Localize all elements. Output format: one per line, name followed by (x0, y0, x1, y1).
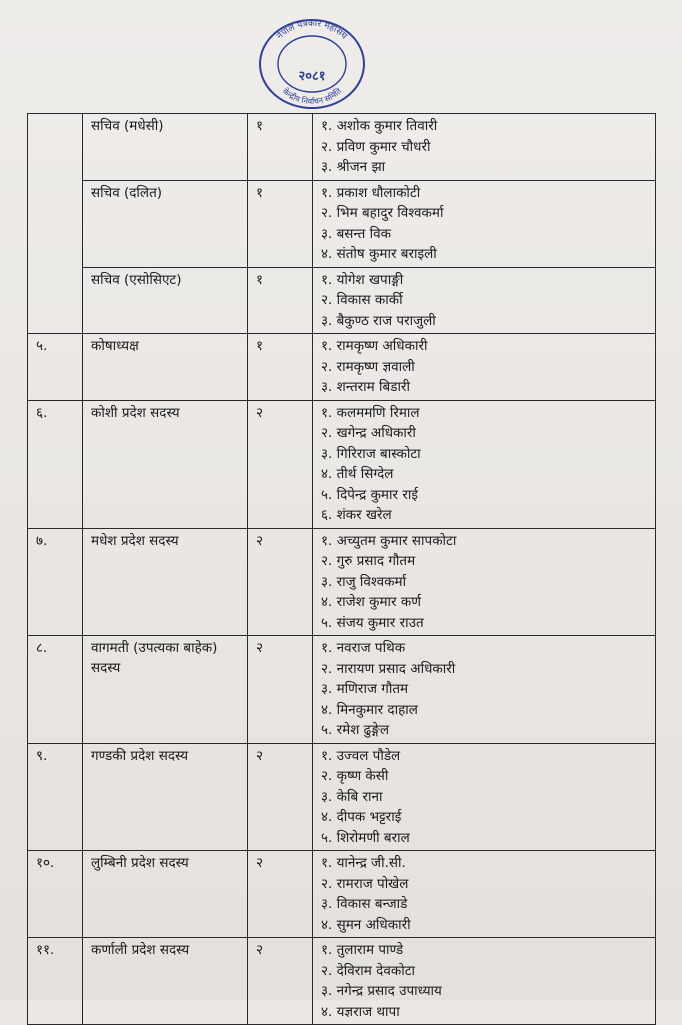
candidate-list (313, 114, 656, 181)
serial-number: ७. (28, 528, 83, 636)
candidate-name: ३. केबि राना (321, 788, 383, 805)
seal-inner-text: केन्द्रीय निर्वाचन समिति (280, 86, 344, 107)
candidate-name: १. अशोक कुमार तिवारी (321, 118, 438, 134)
candidate-name: १. नवराज पथिक (321, 640, 406, 656)
post-name (83, 851, 248, 938)
svg-text:नेपाल पत्रकार महासंघ (274, 19, 350, 42)
post-name (83, 528, 248, 636)
seal-outer-text: नेपाल पत्रकार महासंघ (275, 18, 349, 42)
candidate-name: १. कलममणि रिमाल (321, 404, 420, 421)
candidate-name: २. गुरु प्रसाद गौतम (321, 553, 416, 569)
candidate-name: ४. संतोष कुमार बराइली (321, 246, 437, 262)
candidate-name: १. यानेन्द्र जी.सी. (321, 855, 406, 871)
candidate-name: ३. मणिराज गौतम (321, 681, 409, 697)
table-row (28, 851, 656, 938)
candidate-name: ४. मिनकुमार दाहाल (321, 701, 418, 718)
seal-year: २०८१ (298, 69, 326, 84)
candidate-name: ३. बसन्त विक (321, 225, 391, 242)
table-row (28, 400, 656, 528)
post-label: कोशी प्रदेश सदस्य (91, 404, 180, 421)
candidate-name: ३. राजु विश्वकर्मा (321, 573, 407, 590)
candidate-name: ३. विकास बन्जाडे (321, 896, 408, 912)
candidate-name: २. रामराज पोखेल (321, 875, 409, 892)
serial-number: ९. (28, 743, 83, 851)
candidate-name: ५. रमेश ढुङ्गेल (321, 722, 389, 738)
seat-count: २ (248, 851, 313, 938)
table-row (28, 636, 656, 744)
seat-count: २ (248, 938, 313, 1025)
seat-count: १ (248, 334, 313, 401)
table-row (28, 267, 656, 334)
candidate-name: ६. शंकर खरेल (321, 507, 392, 523)
candidate-list (313, 400, 656, 528)
candidate-name: २. नारायण प्रसाद अधिकारी (321, 660, 456, 677)
candidate-name: २. खगेन्द्र अधिकारी (321, 425, 416, 441)
candidate-name: ४. दीपक भट्टराई (321, 809, 402, 825)
candidate-list (313, 334, 656, 401)
candidate-name: ३. नगेन्द्र प्रसाद उपाध्याय (321, 983, 442, 999)
candidate-name: ४. यज्ञराज थापा (321, 1003, 400, 1020)
seal-graphic (256, 14, 368, 110)
table-row (28, 334, 656, 401)
candidate-name: ३. श्रीजन झा (321, 159, 386, 175)
post-name (83, 636, 248, 744)
serial-number: १०. (28, 851, 83, 938)
post-label: सचिव (दलित) (91, 184, 163, 201)
candidate-name: २. रामकृष्ण ज्ञवाली (321, 358, 415, 375)
candidate-list (313, 938, 656, 1025)
seat-count: २ (248, 636, 313, 744)
post-label: सचिव (मधेसी) (91, 118, 164, 134)
candidate-name: १. तुलाराम पाण्डे (321, 942, 404, 958)
post-name (83, 180, 248, 267)
serial-number (28, 114, 83, 334)
candidate-name: १. योगेश खपाङ्गी (321, 271, 404, 288)
candidate-list (313, 743, 656, 851)
post-label: कोषाध्यक्ष (91, 338, 139, 354)
post-name (83, 114, 248, 181)
candidate-name: २. प्रविण कुमार चौधरी (321, 138, 431, 155)
candidate-name: ४. राजेश कुमार कर्ण (321, 594, 421, 610)
candidate-name: १. अच्युतम कुमार सापकोटा (321, 532, 457, 549)
candidate-name: ३. शन्तराम बिडारी (321, 379, 410, 395)
post-label: लुम्बिनी प्रदेश सदस्य (91, 855, 189, 871)
candidate-name: ४. तीर्थ सिग्देल (321, 466, 394, 482)
table-row (28, 114, 656, 181)
post-name (83, 400, 248, 528)
seat-count: २ (248, 743, 313, 851)
candidate-list (313, 528, 656, 636)
candidate-name: २. देविराम देवकोटा (321, 962, 415, 979)
candidate-name: ४. सुमन अधिकारी (321, 916, 411, 933)
seat-count: १ (248, 114, 313, 181)
candidate-name: ३. बैकुण्ठ राज पराजुली (321, 312, 436, 329)
seat-count: १ (248, 267, 313, 334)
seat-count: २ (248, 400, 313, 528)
candidate-list (313, 851, 656, 938)
candidate-table (27, 113, 656, 1025)
post-name (83, 938, 248, 1025)
committee-seal (256, 14, 368, 110)
table-row (28, 528, 656, 636)
candidate-list (313, 180, 656, 267)
serial-number: ६. (28, 400, 83, 528)
serial-number: ११. (28, 938, 83, 1025)
candidate-name: ३. गिरिराज बास्कोटा (321, 445, 421, 462)
post-label: वागमती (उपत्यका बाहेक) सदस्य (91, 640, 218, 676)
candidate-name: १. उज्वल पौडेल (321, 747, 401, 764)
candidate-name: १. प्रकाश धौलाकोटी (321, 184, 421, 201)
candidate-name: ५. शिरोमणी बराल (321, 829, 410, 846)
candidate-name: ५. दिपेन्द्र कुमार राई (321, 486, 418, 503)
post-name (83, 743, 248, 851)
post-name (83, 334, 248, 401)
post-label: सचिव (एसोसिएट) (91, 271, 182, 288)
post-label: मधेश प्रदेश सदस्य (91, 532, 179, 549)
candidate-list (313, 636, 656, 744)
candidate-name: २. विकास कार्की (321, 292, 403, 308)
seat-count: १ (248, 180, 313, 267)
table-row (28, 743, 656, 851)
post-label: कर्णाली प्रदेश सदस्य (91, 942, 190, 958)
candidate-name: ५. संजय कुमार राउत (321, 614, 424, 631)
table-row (28, 938, 656, 1025)
candidate-name: १. रामकृष्ण अधिकारी (321, 338, 428, 354)
table-row (28, 180, 656, 267)
serial-number: ८. (28, 636, 83, 744)
seat-count: २ (248, 528, 313, 636)
serial-number: ५. (28, 334, 83, 401)
candidate-name: २. भिम बहादुर विश्वकर्मा (321, 205, 444, 221)
post-label: गण्डकी प्रदेश सदस्य (91, 747, 189, 764)
candidate-name: २. कृष्ण केसी (321, 768, 389, 784)
post-name (83, 267, 248, 334)
candidate-list (313, 267, 656, 334)
